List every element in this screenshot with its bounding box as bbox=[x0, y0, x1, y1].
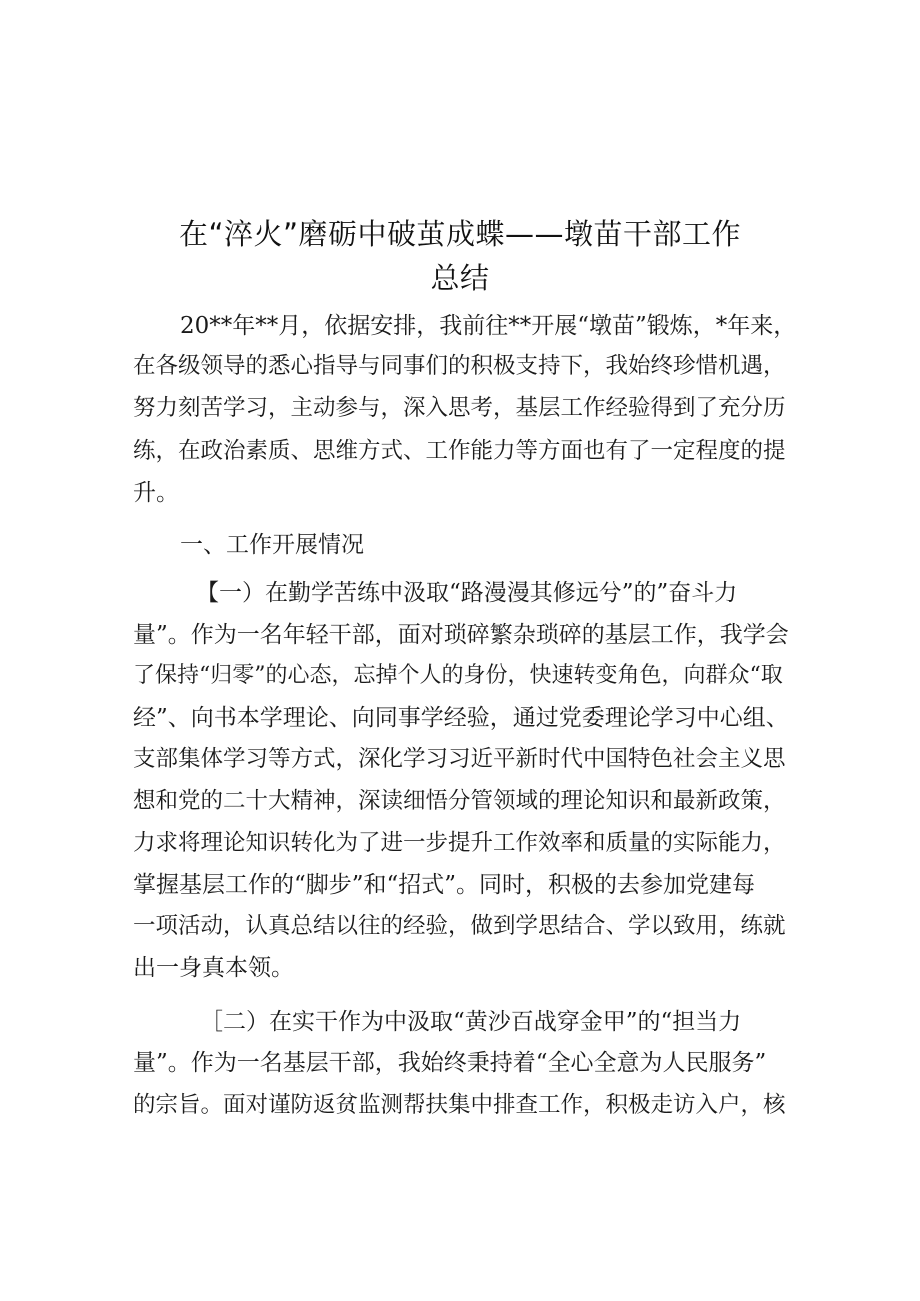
section-heading: 一、工作开展情况 bbox=[180, 532, 364, 558]
subsection2-line-2: 量”。作为一名基层干部，我始终秉持着“全心全意为人民服务” bbox=[133, 1050, 767, 1076]
document-title bbox=[110, 212, 810, 300]
intro-line-5: 升。 bbox=[133, 480, 179, 506]
subsection1-line-9: 一项活动，认真总结以往的经验，做到学思结合、学以致用，练就 bbox=[133, 913, 786, 939]
subsection1-line-2: 量”。作为一名年轻干部，面对琐碎繁杂琐碎的基层工作，我学会 bbox=[133, 622, 789, 648]
subsection1-line-4: 经”、向书本学理论、向同事学经验，通过党委理论学习中心组、 bbox=[133, 705, 789, 731]
subsection1-line-8: 掌握基层工作的“脚步”和“招式”。同时，积极的去参加党建每 bbox=[133, 872, 756, 898]
subsection2-line-1: ［二）在实干作为中汲取“黄沙百战穿金甲”的“担当力 bbox=[200, 1009, 742, 1035]
subsection1-line-6: 想和党的二十大精神，深读细悟分管领域的理论知识和最新政策， bbox=[133, 788, 786, 814]
subsection2-line-3: 的宗旨。面对谨防返贫监测帮扶集中排查工作，积极走访入户，核 bbox=[133, 1092, 786, 1118]
subsection1-line-7: 力求将理论知识转化为了进一步提升工作效率和质量的实际能力， bbox=[133, 830, 786, 856]
intro-line-2: 在各级领导的悉心指导与同事们的积极支持下，我始终珍惜机遇， bbox=[133, 353, 786, 379]
intro-line-4: 练，在政治素质、思维方式、工作能力等方面也有了一定程度的提 bbox=[133, 438, 786, 464]
title-line-2: 总结 bbox=[430, 261, 490, 295]
intro-line-3: 努力刻苦学习，主动参与，深入思考，基层工作经验得到了充分历 bbox=[133, 395, 786, 421]
subsection1-line-10: 出一身真本领。 bbox=[133, 955, 294, 981]
intro-line-1: 20**年**月，依据安排，我前往**开展“墩苗”锻炼，*年来， bbox=[180, 313, 797, 339]
title-line-1: 在“淬火”磨砺中破茧成蝶——墩苗干部工作 bbox=[178, 217, 742, 251]
subsection1-line-3: 了保持“归零”的心态，忘掉个人的身份，快速转变角色，向群众“取 bbox=[133, 663, 783, 688]
subsection1-line-5: 支部集体学习等方式，深化学习习近平新时代中国特色社会主义思 bbox=[133, 746, 786, 772]
subsection1-line-1: 【一）在勤学苦练中汲取“路漫漫其修远兮”的”奋斗力 bbox=[196, 580, 738, 606]
